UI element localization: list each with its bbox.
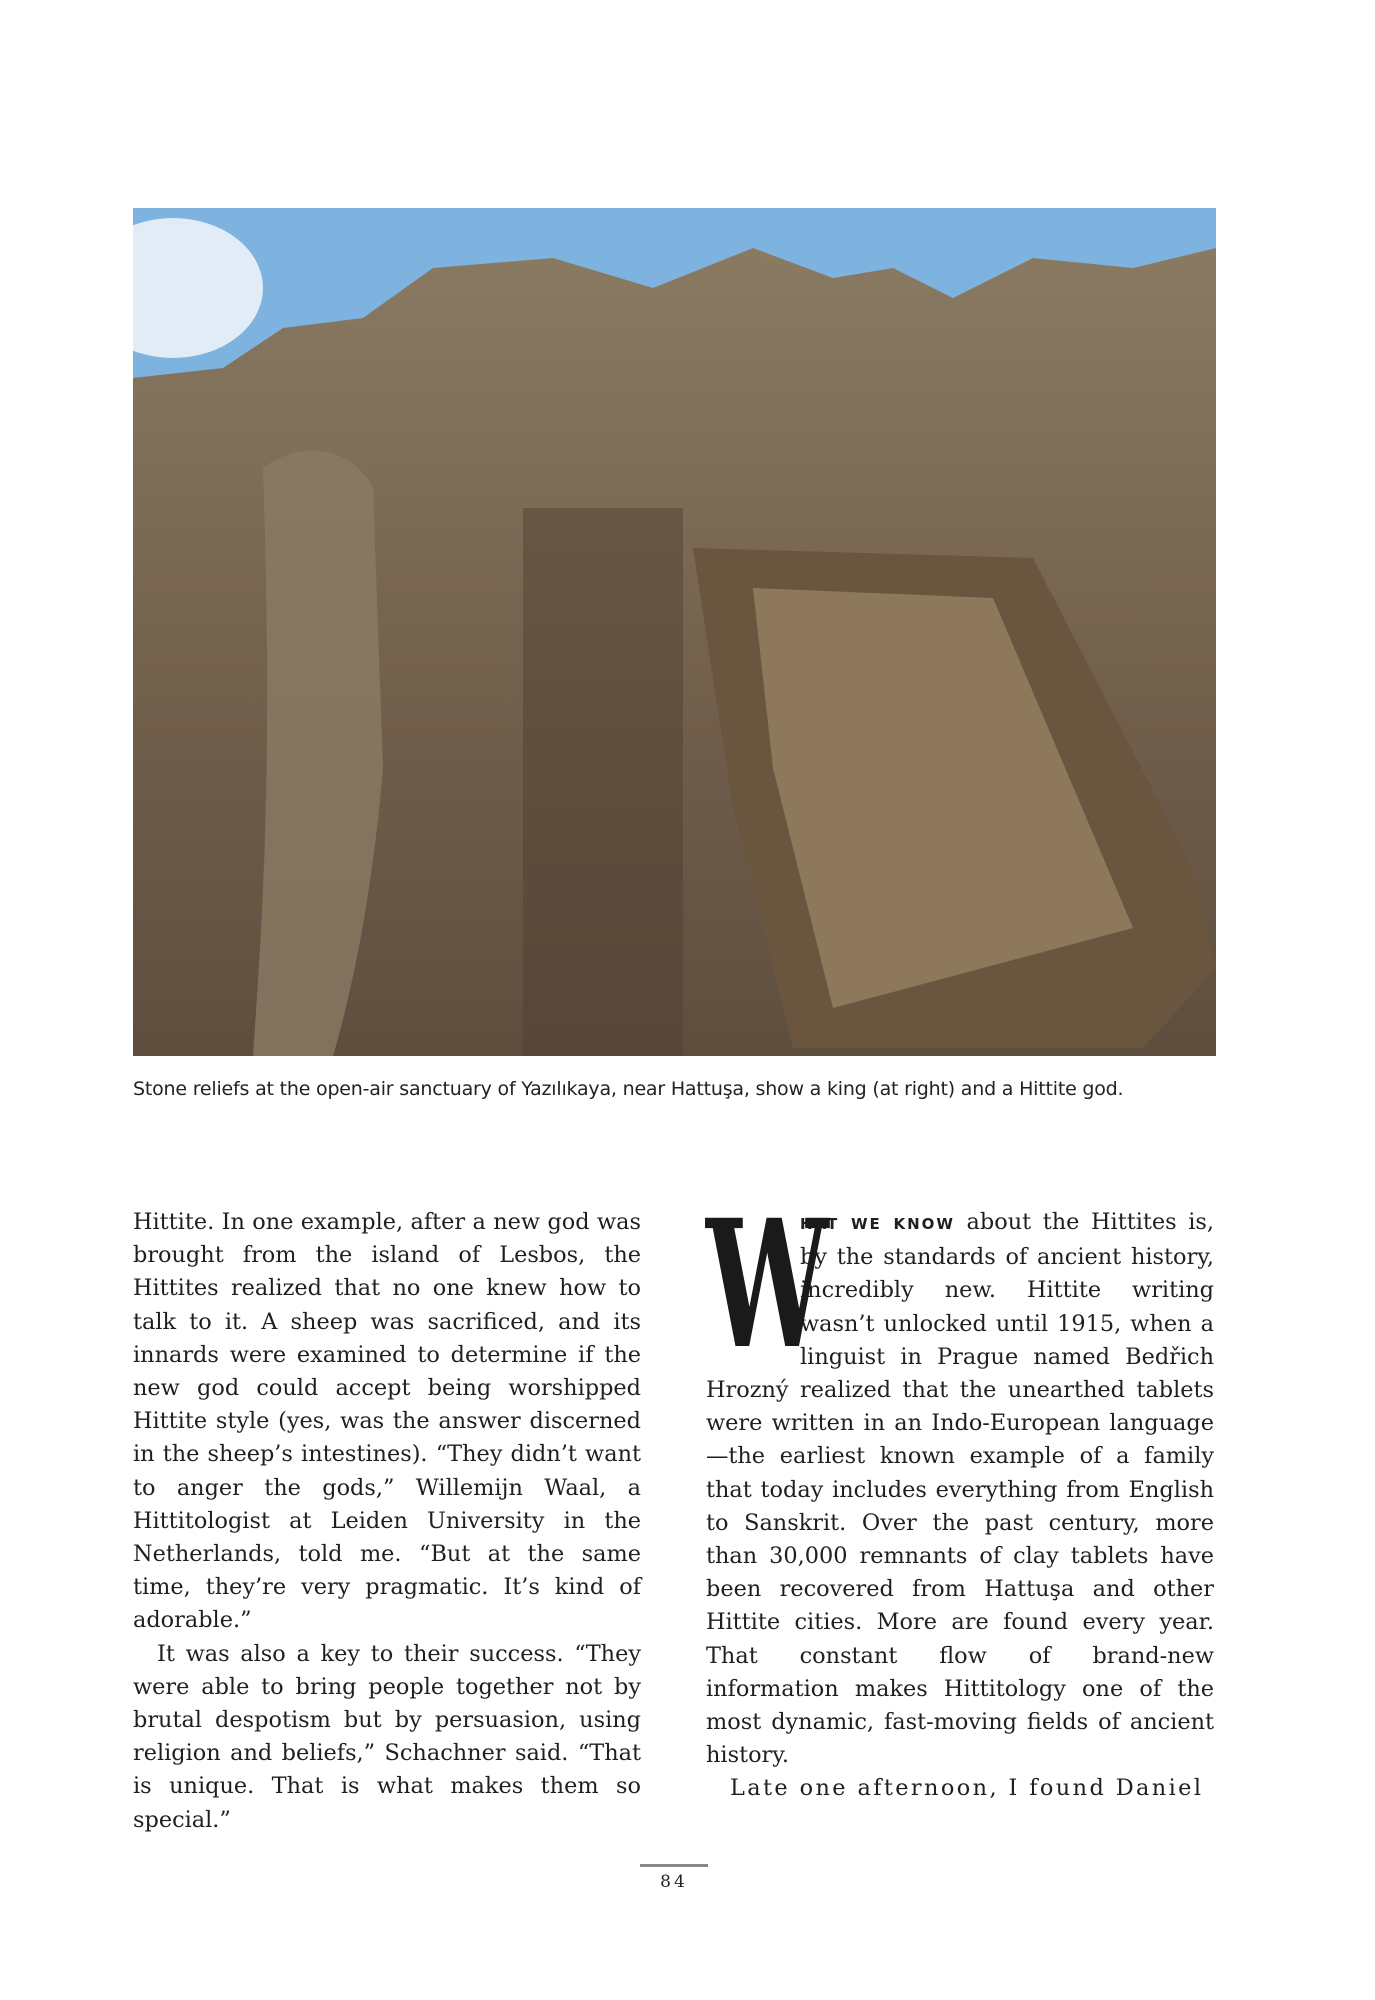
right-paragraph-1: [706, 1181, 1214, 1772]
left-column: [133, 1206, 641, 1837]
rock-shadow: [523, 508, 683, 1056]
left-paragraph-1: Hittite. In one example, after a new god was brought from the island of Lesbos, the Hittites realized that no one knew how to talk to it. A sheep was sacrificed, and its innards were examined to determine if the new god could accept being worshipped Hittite style (yes, was the answer discerned in the sheep’s intestines). “They didn’t want to anger the gods,” Willemijn Waal, a Hittitologist at Leiden University in the Netherlands, told me. “But at the same time, they’re very pragmatic. It’s kind of adorable.”: [133, 1209, 641, 1634]
right-paragraph-2: Late one afternoon, I found Daniel: [730, 1775, 1204, 1802]
drop-cap: W: [706, 1181, 829, 1388]
stone-reliefs-photo: [133, 208, 1216, 1056]
photo-illustration: [133, 208, 1216, 1056]
right-paragraph-1-text: about the Hittites is, by the standards of ancient history, incredibly new. Hittite writing wasn’t unlocked until 1915, when a linguist in Prague named Bedřich Hrozný realized that the unearthed tablets were written in an Indo-European language—the earliest known example of a family that today includes everything from English to Sanskrit. Over the past century, more than 30,000 remnants of clay tablets have been recovered from Hattuşa and other Hittite cities. More are found every year. That constant flow of brand-new information makes Hittitology one of the most dynamic, fast-moving fields of ancient history.: [706, 1209, 1214, 1769]
left-paragraph-2: It was also a key to their success. “They were able to bring people together not by brutal despotism but by persuasion, using religion and beliefs,” Schachner said. “That is unique. That is what makes them so special.”: [133, 1640, 641, 1833]
lead-in: HAT WE KNOW: [800, 1215, 955, 1233]
right-column: [706, 1181, 1214, 1806]
folio-rule: [640, 1864, 708, 1867]
page-number: 84: [660, 1872, 688, 1892]
photo-caption: Stone reliefs at the open-air sanctuary of Yazılıkaya, near Hattuşa, show a king (at right) and a Hittite god.: [133, 1078, 1124, 1100]
